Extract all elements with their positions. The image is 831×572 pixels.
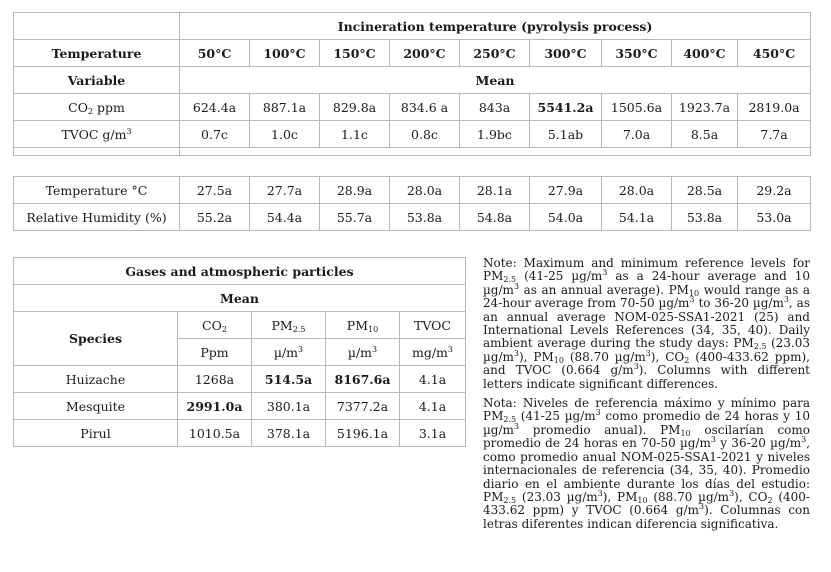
humidity-value: 53.8a [390, 204, 460, 231]
tvoc-value: 0.7c [180, 121, 250, 148]
unit-tvoc-text: mg/m [411, 344, 448, 360]
table-row [14, 366, 466, 393]
humidity-label: Relative Humidity (%) [14, 204, 180, 231]
spacer-cell [180, 148, 811, 156]
co2-label-unit: ppm [93, 99, 125, 115]
note-subscript: 2.5 [753, 342, 767, 352]
species-pm25: 378.1a [252, 420, 326, 447]
note-superscript: 3 [689, 295, 695, 305]
note-text: to 36-20 µg/m [694, 296, 784, 311]
tvoc-label-superscript: 3 [126, 126, 132, 136]
note-text: (400-433.62 ppm) y TVOC (0.664 g/m [483, 489, 810, 518]
tvoc-value: 8.5a [672, 121, 738, 148]
climate-table [13, 176, 811, 231]
note-subscript: 2 [684, 355, 690, 365]
co2-value: 1505.6a [602, 94, 672, 121]
unit-pm10 [326, 339, 400, 366]
co2-value: 834.6 a [390, 94, 460, 121]
co2-header-subscript: 2 [221, 324, 227, 334]
humidity-value: 54.4a [250, 204, 320, 231]
temperature-header: 150°C [320, 40, 390, 67]
tvoc-row [14, 121, 811, 148]
tvoc-value: 1.1c [320, 121, 390, 148]
tvoc-value: 0.8c [390, 121, 460, 148]
note-superscript: 3 [597, 488, 603, 498]
unit-tvoc-superscript: 3 [447, 344, 453, 354]
unit-pm25 [252, 339, 326, 366]
table-row [14, 420, 466, 447]
unit-pm25-superscript: 3 [298, 344, 304, 354]
species-caption-row [14, 258, 466, 285]
species-tvoc: 3.1a [400, 420, 466, 447]
ambient-temperature-label: Temperature °C [14, 177, 180, 204]
tvoc-label-text: TVOC g/m [61, 126, 127, 142]
temperature-header: 300°C [530, 40, 602, 67]
pm25-header-subscript: 2.5 [292, 324, 306, 334]
unit-pm25-text: µ/m [273, 344, 299, 360]
spacer-row [14, 148, 811, 156]
note-text: ), PM [519, 349, 554, 364]
note-superscript: 3 [513, 281, 519, 291]
tvoc-value: 5.1ab [530, 121, 602, 148]
unit-pm10-text: µ/m [347, 344, 373, 360]
species-name: Huizache [14, 366, 178, 393]
humidity-value: 55.2a [180, 204, 250, 231]
temperature-label: Temperature [14, 40, 180, 67]
unit-tvoc [400, 339, 466, 366]
species-co2: 1010.5a [178, 420, 252, 447]
co2-value: 624.4a [180, 94, 250, 121]
temperature-header-row [14, 40, 811, 67]
note-subscript: 10 [688, 288, 700, 298]
note-superscript: 3 [729, 488, 735, 498]
pm25-header-text: PM [271, 317, 293, 333]
ambient-temperature-value: 28.0a [390, 177, 460, 204]
note-text: (41-25 µg/m [516, 409, 596, 424]
species-label: Species [14, 312, 178, 366]
ambient-temperature-value: 28.1a [460, 177, 530, 204]
ambient-temperature-row [14, 177, 811, 204]
note-text: ). Columnas con letras diferentes indican diferencia significativa. [483, 503, 810, 531]
note-text: Note: Maximum and minimum reference levels for PM [483, 256, 810, 284]
note-subscript: 10 [553, 355, 564, 365]
species-co2-max: 2991.0a [178, 393, 252, 420]
species-pm25: 380.1a [252, 393, 326, 420]
empty-corner-cell [14, 13, 180, 40]
note-subscript: 2.5 [503, 275, 517, 285]
species-mean-row [14, 285, 466, 312]
note-superscript: 3 [633, 362, 639, 372]
humidity-value: 55.7a [320, 204, 390, 231]
table-caption: Incineration temperature (pyrolysis process) [180, 13, 811, 40]
temperature-header: 250°C [460, 40, 530, 67]
species-pm25-max: 514.5a [252, 366, 326, 393]
note-superscript: 3 [710, 435, 716, 445]
temperature-header: 100°C [250, 40, 320, 67]
tvoc-value: 1.9bc [460, 121, 530, 148]
tvoc-value: 1.0c [250, 121, 320, 148]
ambient-temperature-value: 28.5a [672, 177, 738, 204]
note-subscript: 10 [637, 495, 648, 505]
species-tvoc: 4.1a [400, 366, 466, 393]
temperature-header: 450°C [738, 40, 811, 67]
note-subscript: 2.5 [503, 415, 517, 425]
species-tvoc: 4.1a [400, 393, 466, 420]
note-text: (88.70 µg/m [647, 489, 730, 504]
note-text: y 36-20 µg/m [715, 436, 802, 451]
humidity-value: 54.1a [602, 204, 672, 231]
ambient-temperature-value: 27.9a [530, 177, 602, 204]
co2-header-text: CO [202, 317, 222, 333]
table-row [14, 393, 466, 420]
note-text: promedio anual). PM [519, 422, 681, 437]
co2-row [14, 94, 811, 121]
note-english [483, 257, 810, 391]
note-spanish [483, 397, 810, 531]
note-text: (41-25 µg/m [516, 269, 603, 284]
note-text: , como promedio anual NOM-025-SSA1-2021 y niveles internacionales de referencia (34, 35, 40). Promedio diario en el ambiente durante los días del estudio: PM [483, 436, 811, 504]
spacer-cell [14, 148, 180, 156]
species-table-caption: Gases and atmospheric particles [14, 258, 466, 285]
note-superscript: 3 [602, 268, 608, 278]
note-superscript: 3 [513, 421, 519, 431]
ambient-temperature-value: 28.0a [602, 177, 672, 204]
unit-pm10-superscript: 3 [372, 344, 378, 354]
temperature-header: 50°C [180, 40, 250, 67]
co2-value-max: 5541.2a [530, 94, 602, 121]
ambient-temperature-value: 27.7a [250, 177, 320, 204]
co2-label-text: CO [68, 99, 88, 115]
note-text: as a 24-hour average and 10 µg/m [483, 269, 811, 297]
ambient-temperature-value: 27.5a [180, 177, 250, 204]
note-text: as an annual average). PM [519, 282, 689, 297]
co2-value: 1923.7a [672, 94, 738, 121]
mean-label: Mean [180, 67, 811, 94]
notes-block [483, 257, 810, 537]
tvoc-value: 7.0a [602, 121, 672, 148]
unit-ppm: Ppm [178, 339, 252, 366]
species-header-row [14, 312, 466, 339]
humidity-value: 54.0a [530, 204, 602, 231]
species-pm10-max: 8167.6a [326, 366, 400, 393]
ambient-temperature-value: 28.9a [320, 177, 390, 204]
note-superscript: 3 [513, 348, 519, 358]
note-text: Nota: Niveles de referencia máximo y mínimo para PM [483, 396, 810, 424]
pm10-header-text: PM [346, 317, 369, 333]
co2-value: 829.8a [320, 94, 390, 121]
incineration-table [13, 12, 811, 156]
pm10-header-subscript: 10 [368, 324, 379, 334]
note-text: ). Columns with different letters indicate significant differences. [483, 363, 810, 391]
species-name: Mesquite [14, 393, 178, 420]
note-superscript: 3 [801, 435, 807, 445]
note-superscript: 3 [645, 348, 651, 358]
note-subscript: 2.5 [503, 495, 517, 505]
note-superscript: 3 [699, 502, 705, 512]
co2-header [178, 312, 252, 339]
co2-row-label [14, 94, 180, 121]
temperature-header: 350°C [602, 40, 672, 67]
note-superscript: 3 [595, 408, 601, 418]
note-text: ), PM [602, 489, 638, 504]
species-pm10: 5196.1a [326, 420, 400, 447]
note-text: (400-433.62 ppm), and TVOC (0.664 g/m [483, 349, 810, 378]
co2-value: 887.1a [250, 94, 320, 121]
temperature-header: 400°C [672, 40, 738, 67]
co2-value: 2819.0a [738, 94, 811, 121]
caption-row [14, 13, 811, 40]
note-subscript: 10 [680, 428, 691, 438]
note-text: , as an annual average NOM-025-SSA1-2021 (25) and International Levels References (34, 35, 40). Daily ambient average during the study days: PM [483, 296, 810, 351]
species-name: Pirul [14, 420, 178, 447]
pm25-header [252, 312, 326, 339]
tvoc-header: TVOC [400, 312, 466, 339]
variable-row [14, 67, 811, 94]
note-text: (23.03 µg/m [516, 489, 598, 504]
note-text: oscilarían como promedio de 24 horas en 70-50 µg/m [483, 422, 810, 451]
species-mean-label: Mean [14, 285, 466, 312]
tvoc-row-label [14, 121, 180, 148]
species-co2: 1268a [178, 366, 252, 393]
tvoc-value: 7.7a [738, 121, 811, 148]
note-superscript: 3 [783, 295, 789, 305]
co2-label-subscript: 2 [87, 106, 94, 116]
co2-value: 843a [460, 94, 530, 121]
variable-label: Variable [14, 67, 180, 94]
humidity-row [14, 204, 811, 231]
species-pm10: 7377.2a [326, 393, 400, 420]
note-text: ), CO [650, 349, 685, 364]
pm10-header [326, 312, 400, 339]
ambient-temperature-value: 29.2a [738, 177, 811, 204]
humidity-value: 54.8a [460, 204, 530, 231]
note-text: ), CO [734, 489, 768, 504]
humidity-value: 53.8a [672, 204, 738, 231]
note-text: (23.03 µg/m [483, 336, 810, 364]
note-subscript: 2 [767, 495, 773, 505]
humidity-value: 53.0a [738, 204, 811, 231]
note-text: (88.70 µg/m [563, 349, 646, 364]
note-text: como promedio de 24 horas y 10 µg/m [483, 409, 810, 437]
note-text: would range as a 24-hour average from 70-50 µg/m [483, 282, 811, 311]
species-table [13, 257, 466, 447]
temperature-header: 200°C [390, 40, 460, 67]
